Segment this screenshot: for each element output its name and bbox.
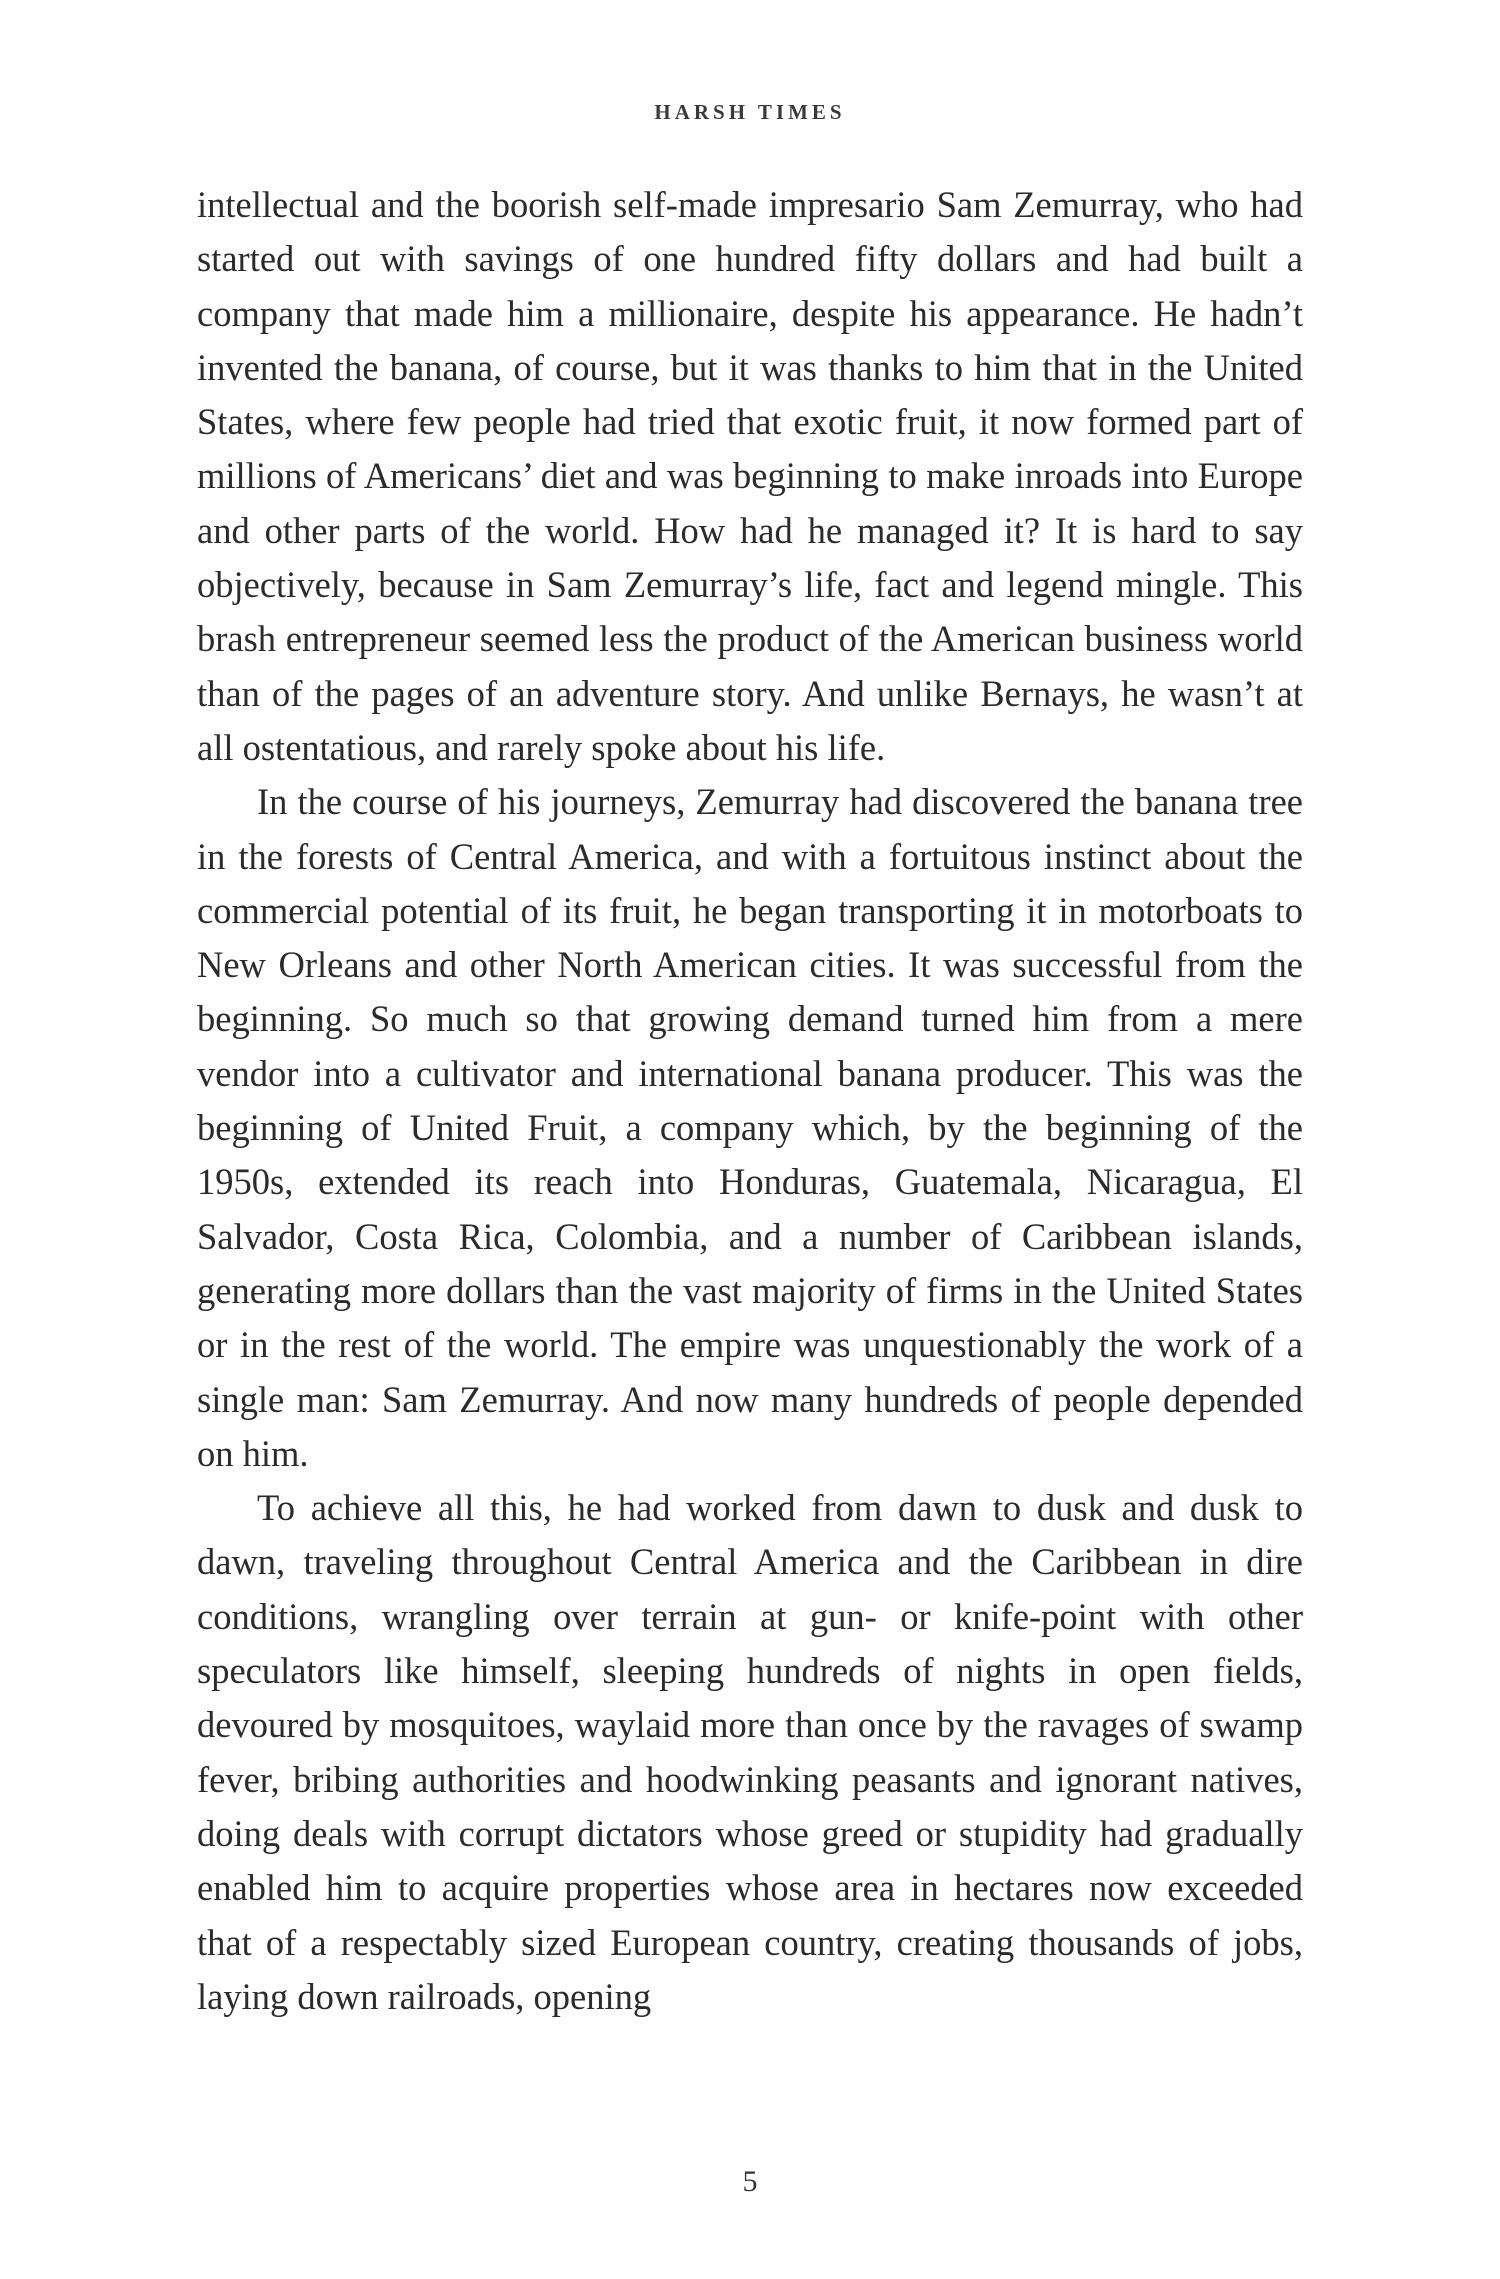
paragraph: intellectual and the boorish self-made impresario Sam Zemurray, who had started out with savings of one hundred fifty dollars and had built a company that made him a millionaire, despite his appearance. He hadn’t invented the banana, of course, but it was thanks to him that in the United States, where few people had tried that exotic fruit, it now formed part of millions of Americans’ diet and was beginning to make inroads into Europe and other parts of the world. How had he managed it? It is hard to say objectively, because in Sam Zemurray’s life, fact and legend mingle. This brash entrepreneur seemed less the product of the American business world than of the pages of an adventure story. And unlike Bernays, he wasn’t at all ostentatious, and rarely spoke about his life. xyxy=(197,184,1303,768)
paragraph: In the course of his journeys, Zemurray had discovered the banana tree in the forests of Central America, and with a fortuitous instinct about the commercial potential of its fruit, he began transporting it in motorboats to New Orleans and other North American cities. It was successful from the beginning. So much so that growing demand turned him from a mere vendor into a cultivator and international banana producer. This was the beginning of United Fruit, a company which, by the beginning of the 1950s, extended its reach into Honduras, Guatemala, Nicaragua, El Salvador, Costa Rica, Colombia, and a number of Caribbean islands, generating more dollars than the vast majority of firms in the United States or in the rest of the world. The empire was unquestionably the work of a single man: Sam Zemurray. And now many hundreds of people depended on him. xyxy=(197,781,1303,1474)
running-head: HARSH TIMES xyxy=(654,100,846,124)
page-number: 5 xyxy=(742,2165,758,2198)
paragraph: To achieve all this, he had worked from dawn to dusk and dusk to dawn, traveling throughout Central America and the Caribbean in dire conditions, wrangling over terrain at gun- or knife-point with other speculators like himself, sleeping hundreds of nights in open fields, devoured by mosquitoes, waylaid more than once by the ravages of swamp fever, bribing authorities and hoodwinking peasants and ignorant natives, doing deals with corrupt dictators whose greed or stupidity had gradually enabled him to acquire properties whose area in hectares now exceeded that of a respectably sized European country, creating thousands of jobs, laying down railroads, opening xyxy=(197,1487,1303,2017)
body-text xyxy=(197,178,1303,2024)
